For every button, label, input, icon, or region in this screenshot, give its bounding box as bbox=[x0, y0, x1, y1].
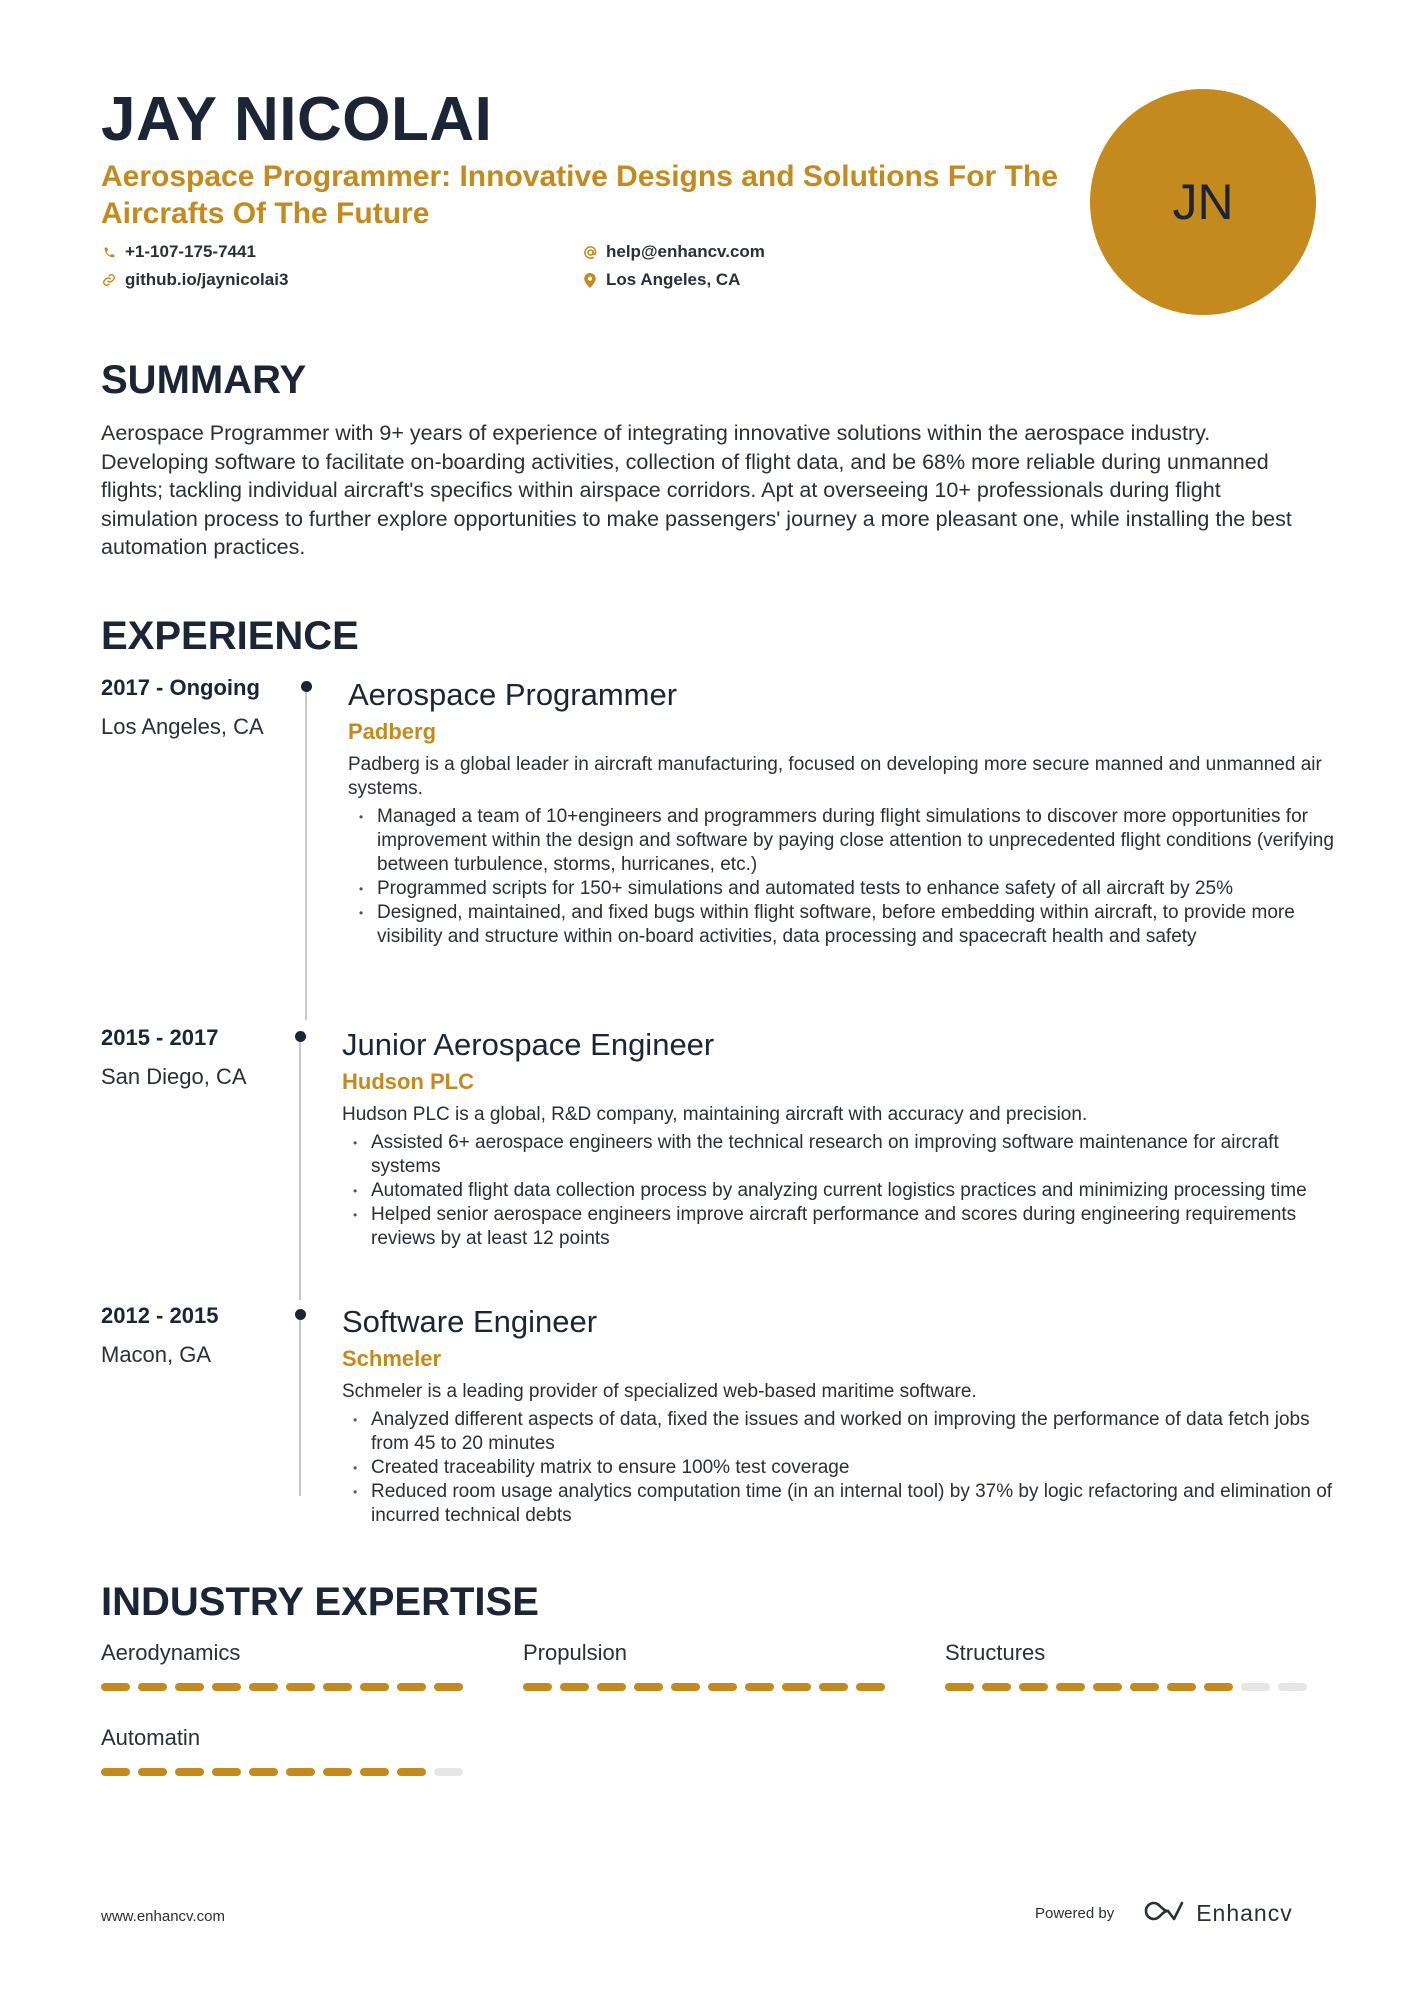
job-entry bbox=[348, 675, 1348, 949]
skill-level-bar bbox=[945, 1683, 1315, 1691]
link-icon bbox=[101, 272, 117, 288]
skill-segment-filled bbox=[323, 1683, 352, 1691]
skill-item bbox=[101, 1724, 471, 1776]
skill-segment-filled bbox=[360, 1768, 389, 1776]
skill-segment-filled bbox=[945, 1683, 974, 1691]
company-description: Hudson PLC is a global, R&D company, maintaining aircraft with accuracy and precision. bbox=[342, 1104, 1088, 1125]
skill-segment-filled bbox=[1093, 1683, 1122, 1691]
summary-text: Aerospace Programmer with 9+ years of experience of integrating innovative solutions within the aerospace industry. Developing software to facilitate on-boarding activities, collection of flight data, and be 68% more reliable during unmanned flights; tackling individual aircraft's specifics within airspace corridors. Apt at overseeing 10+ professionals during flight simulation process to further explore opportunities to make passengers' journey a more pleasant one, while installing the best automation practices. bbox=[101, 421, 1292, 559]
company-description: Schmeler is a leading provider of specialized web-based maritime software. bbox=[342, 1381, 977, 1402]
skill-segment-filled bbox=[1130, 1683, 1159, 1691]
skill-segment-filled bbox=[249, 1683, 278, 1691]
achievement-list bbox=[342, 1131, 1342, 1251]
location-contact bbox=[582, 267, 740, 293]
powered-by-label: Powered by bbox=[1035, 1905, 1115, 1922]
skill-segment-filled bbox=[597, 1683, 626, 1691]
job-location: Macon, GA bbox=[101, 1342, 212, 1367]
job-dates: 2017 - Ongoing bbox=[101, 675, 260, 700]
footer-branding[interactable] bbox=[1035, 1898, 1293, 1929]
skill-segment-filled bbox=[212, 1683, 241, 1691]
avatar: JN bbox=[1090, 89, 1316, 315]
skill-segment-filled bbox=[1204, 1683, 1233, 1691]
skill-segment-filled bbox=[782, 1683, 811, 1691]
location-pin-icon bbox=[582, 272, 598, 288]
skill-segment-filled bbox=[1167, 1683, 1196, 1691]
timeline-line bbox=[299, 1040, 301, 1300]
skill-segment-filled bbox=[560, 1683, 589, 1691]
skill-segment-filled bbox=[249, 1768, 278, 1776]
skill-name: Structures bbox=[945, 1640, 1046, 1665]
timeline-dot bbox=[301, 681, 312, 692]
achievement-list bbox=[348, 805, 1348, 949]
company-name: Schmeler bbox=[342, 1346, 442, 1371]
skill-segment-filled bbox=[982, 1683, 1011, 1691]
list-item: • Helped senior aerospace engineers improve aircraft performance and scores during engineering requirements reviews by at least 12 points bbox=[342, 1203, 1342, 1251]
skill-segment-filled bbox=[856, 1683, 885, 1691]
company-name: Hudson PLC bbox=[342, 1069, 474, 1094]
job-dates: 2012 - 2015 bbox=[101, 1303, 219, 1328]
enhancv-logo-icon bbox=[1142, 1898, 1196, 1929]
timeline-dot bbox=[295, 1031, 306, 1042]
timeline-line bbox=[305, 690, 307, 1020]
at-icon bbox=[582, 244, 598, 260]
skill-level-bar bbox=[101, 1768, 471, 1776]
skill-segment-filled bbox=[708, 1683, 737, 1691]
skill-segment-filled bbox=[101, 1768, 130, 1776]
email-contact[interactable] bbox=[582, 239, 765, 265]
brand-name: Enhancv bbox=[1196, 1900, 1293, 1926]
skill-segment-filled bbox=[745, 1683, 774, 1691]
skill-segment-filled bbox=[138, 1768, 167, 1776]
skill-segment-filled bbox=[175, 1768, 204, 1776]
headline: Aerospace Programmer: Innovative Designs and Solutions For The Aircrafts Of The Future bbox=[101, 160, 1058, 230]
list-item: • Programmed scripts for 150+ simulations and automated tests to enhance safety of all aircraft by 25% bbox=[348, 877, 1348, 901]
timeline-line bbox=[299, 1318, 301, 1496]
skill-segment-filled bbox=[101, 1683, 130, 1691]
achievement-list bbox=[342, 1408, 1342, 1528]
job-location: San Diego, CA bbox=[101, 1064, 247, 1089]
job-title: Aerospace Programmer bbox=[348, 677, 678, 712]
job-dates: 2015 - 2017 bbox=[101, 1025, 219, 1050]
list-item: • Analyzed different aspects of data, fixed the issues and worked on improving the performance of data fetch jobs from 45 to 20 minutes bbox=[342, 1408, 1342, 1456]
phone-number: +1-107-175-7441 bbox=[125, 242, 256, 261]
skill-segment-filled bbox=[286, 1683, 315, 1691]
skill-segment-filled bbox=[286, 1768, 315, 1776]
skill-segment-filled bbox=[671, 1683, 700, 1691]
skill-item bbox=[523, 1639, 893, 1691]
summary-title: SUMMARY bbox=[101, 358, 307, 402]
skill-segment-filled bbox=[819, 1683, 848, 1691]
skill-segment-filled bbox=[360, 1683, 389, 1691]
skill-segment-filled bbox=[175, 1683, 204, 1691]
expertise-title: INDUSTRY EXPERTISE bbox=[101, 1580, 539, 1624]
list-item: • Managed a team of 10+engineers and programmers during flight simulations to discover more opportunities for improvement within the design and software by paying close attention to unprecedented flight conditions (verifying between turbulence, storms, hurricanes, etc.) bbox=[348, 805, 1348, 877]
github-url: github.io/jaynicolai3 bbox=[125, 270, 289, 289]
phone-contact[interactable] bbox=[101, 239, 256, 265]
job-entry bbox=[342, 1025, 1342, 1251]
email-address: help@enhancv.com bbox=[606, 242, 765, 261]
skill-segment-filled bbox=[1056, 1683, 1085, 1691]
skill-segment-filled bbox=[523, 1683, 552, 1691]
skill-item bbox=[101, 1639, 471, 1691]
list-item: • Automated flight data collection process by analyzing current logistics practices and minimizing processing time bbox=[342, 1179, 1342, 1203]
skill-segment-filled bbox=[138, 1683, 167, 1691]
skill-name: Propulsion bbox=[523, 1640, 627, 1665]
list-item: • Created traceability matrix to ensure 100% test coverage bbox=[342, 1456, 1342, 1480]
timeline-dot bbox=[295, 1309, 306, 1320]
company-description: Padberg is a global leader in aircraft manufacturing, focused on developing more secure manned and unmanned air systems. bbox=[348, 754, 1322, 799]
job-location: Los Angeles, CA bbox=[101, 714, 264, 739]
skill-segment-filled bbox=[397, 1768, 426, 1776]
skill-segment-filled bbox=[634, 1683, 663, 1691]
skill-segment-empty bbox=[1278, 1683, 1307, 1691]
skill-segment-filled bbox=[397, 1683, 426, 1691]
github-contact[interactable] bbox=[101, 267, 288, 293]
skill-level-bar bbox=[101, 1683, 471, 1691]
skill-name: Aerodynamics bbox=[101, 1640, 241, 1665]
contact-info bbox=[101, 239, 801, 299]
skill-name: Automatin bbox=[101, 1725, 201, 1750]
footer-website-link[interactable]: www.enhancv.com bbox=[101, 1908, 225, 1925]
list-item: • Assisted 6+ aerospace engineers with the technical research on improving software maintenance for aircraft systems bbox=[342, 1131, 1342, 1179]
list-item: • Designed, maintained, and fixed bugs within flight software, before embedding within aircraft, to provide more visibility and structure within on-board activities, data processing and spacecraft health and safety bbox=[348, 901, 1348, 949]
skill-segment-filled bbox=[323, 1768, 352, 1776]
job-title: Junior Aerospace Engineer bbox=[342, 1027, 715, 1062]
candidate-name: JAY NICOLAI bbox=[101, 85, 493, 154]
skill-segment-filled bbox=[434, 1683, 463, 1691]
skill-segment-filled bbox=[1019, 1683, 1048, 1691]
experience-title: EXPERIENCE bbox=[101, 614, 359, 658]
job-title: Software Engineer bbox=[342, 1304, 598, 1339]
company-name: Padberg bbox=[348, 719, 437, 744]
skill-segment-empty bbox=[1241, 1683, 1270, 1691]
phone-icon bbox=[101, 244, 117, 260]
list-item: • Reduced room usage analytics computation time (in an internal tool) by 37% by logic refactoring and elimination of incurred technical debts bbox=[342, 1480, 1342, 1528]
skill-level-bar bbox=[523, 1683, 893, 1691]
skill-item bbox=[945, 1639, 1315, 1691]
job-entry bbox=[342, 1302, 1342, 1528]
skill-segment-empty bbox=[434, 1768, 463, 1776]
skill-segment-filled bbox=[212, 1768, 241, 1776]
location-text: Los Angeles, CA bbox=[606, 270, 741, 289]
